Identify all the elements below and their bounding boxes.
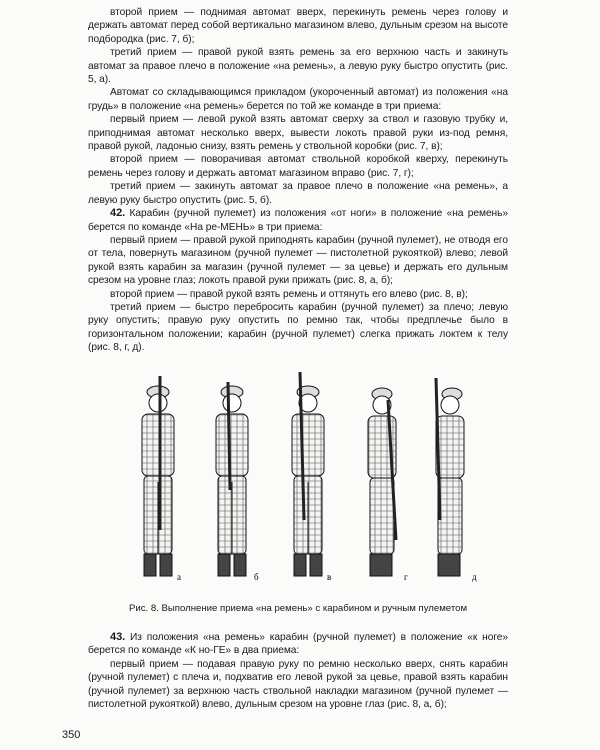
paragraph: третий прием — закинуть автомат за правое плечо в положение «на ремень», а левую руку быстро опустить (рис. 5, б). — [88, 181, 508, 206]
figure-letter-a: а — [177, 572, 181, 582]
figure-letter-g: г — [404, 572, 408, 582]
soldier-figure-a — [142, 376, 174, 576]
bottom-text-block — [88, 631, 508, 711]
section-43-intro — [88, 631, 508, 658]
soldier-figure-d — [436, 378, 464, 576]
figure-letter-v: в — [327, 572, 332, 582]
paragraph: третий прием — быстро перебросить карабин (ручной пулемет) за плечо; левую руку опустить; правую руку опустить по ремню так, чтобы предплечье было в горизонтальном положении; карабин (ручной пулемет) слегка прижать локтем к телу (рис. 8, г, д). — [88, 301, 508, 354]
section-intro-text: Карабин (ручной пулемет) из положения «от ноги» в положение «на ремень» берется по команде «На ре-МЕНЬ» в три приема: — [88, 208, 509, 233]
paragraph: первый прием — правой рукой приподнять карабин (ручной пулемет), не отводя его от тела, повернуть магазином (ручной пулемет — пистолетной рукояткой) влево; левой рукой взять карабин за магазин (ручной пулемет — за цевье) и держать его дульным срезом на уровне глаз; локоть правой руки прижать (рис. 8, а, б); — [88, 234, 508, 287]
paragraph: Автомат со складывающимся прикладом (укороченный автомат) из положения «на грудь» в положение «на ремень» берется по той же команде в три приема: — [88, 87, 508, 112]
paragraph: второй прием — поднимая автомат вверх, перекинуть ремень через голову и держать автомат перед собой вертикально магазином влево, дульным срезом на высоте подбородка (рис. 7, б); — [88, 7, 508, 45]
section-42-intro — [88, 207, 508, 234]
paragraph: первый прием — левой рукой взять автомат сверху за ствол и газовую трубку и, приподнимая автомат несколько вверх, вывести локоть правой руки из-под ремня, правой рукой, ладонью снизу, взять ремень у ствольной коробки (рис. 7, в); — [88, 114, 508, 153]
section-number: 42. — [110, 207, 126, 220]
soldiers-illustration — [120, 370, 500, 596]
soldier-figure-v — [292, 372, 324, 576]
paragraph: второй прием — правой рукой взять ремень и оттянуть его влево (рис. 8, в); — [110, 288, 468, 300]
page-number: 350 — [62, 729, 81, 741]
top-text-block — [88, 6, 508, 355]
soldier-figure-b — [216, 382, 248, 576]
figure-letter-d: д — [472, 572, 477, 582]
paragraph: первый прием — подавая правую руку по ремню несколько вверх, снять карабин (ручной пулемет) с плеча и, подхватив его левой рукой за цевье, правой взять карабин (ручной пулемет) за верхнюю часть ствольной накладки магазином (ручной пулемет — пистолетной рукояткой) влево, дульным срезом на уровне глаз (рис. 8, а, б); — [88, 658, 508, 711]
figure-caption: Рис. 8. Выполнение приема «на ремень» с карабином и ручным пулеметом — [128, 603, 468, 614]
figure-letter-b: б — [254, 572, 259, 582]
soldier-figure-g — [368, 388, 396, 576]
paragraph: третий прием — правой рукой взять ремень за его верхнюю часть и закинуть автомат за правое плечо в положение «на ремень», а левую руку быстро опустить (рис. 5, а). — [88, 47, 508, 86]
section-number: 43. — [110, 631, 126, 643]
paragraph: второй прием — поворачивая автомат ствольной коробкой кверху, перекинуть ремень через голову и держать автомат магазином вправо (рис. 7, г); — [88, 154, 508, 179]
section-intro-text: Из положения «на ремень» карабин (ручной пулемет) в положение «к ноге» берется по команде «К но-ГЕ» в два приема: — [88, 632, 509, 657]
